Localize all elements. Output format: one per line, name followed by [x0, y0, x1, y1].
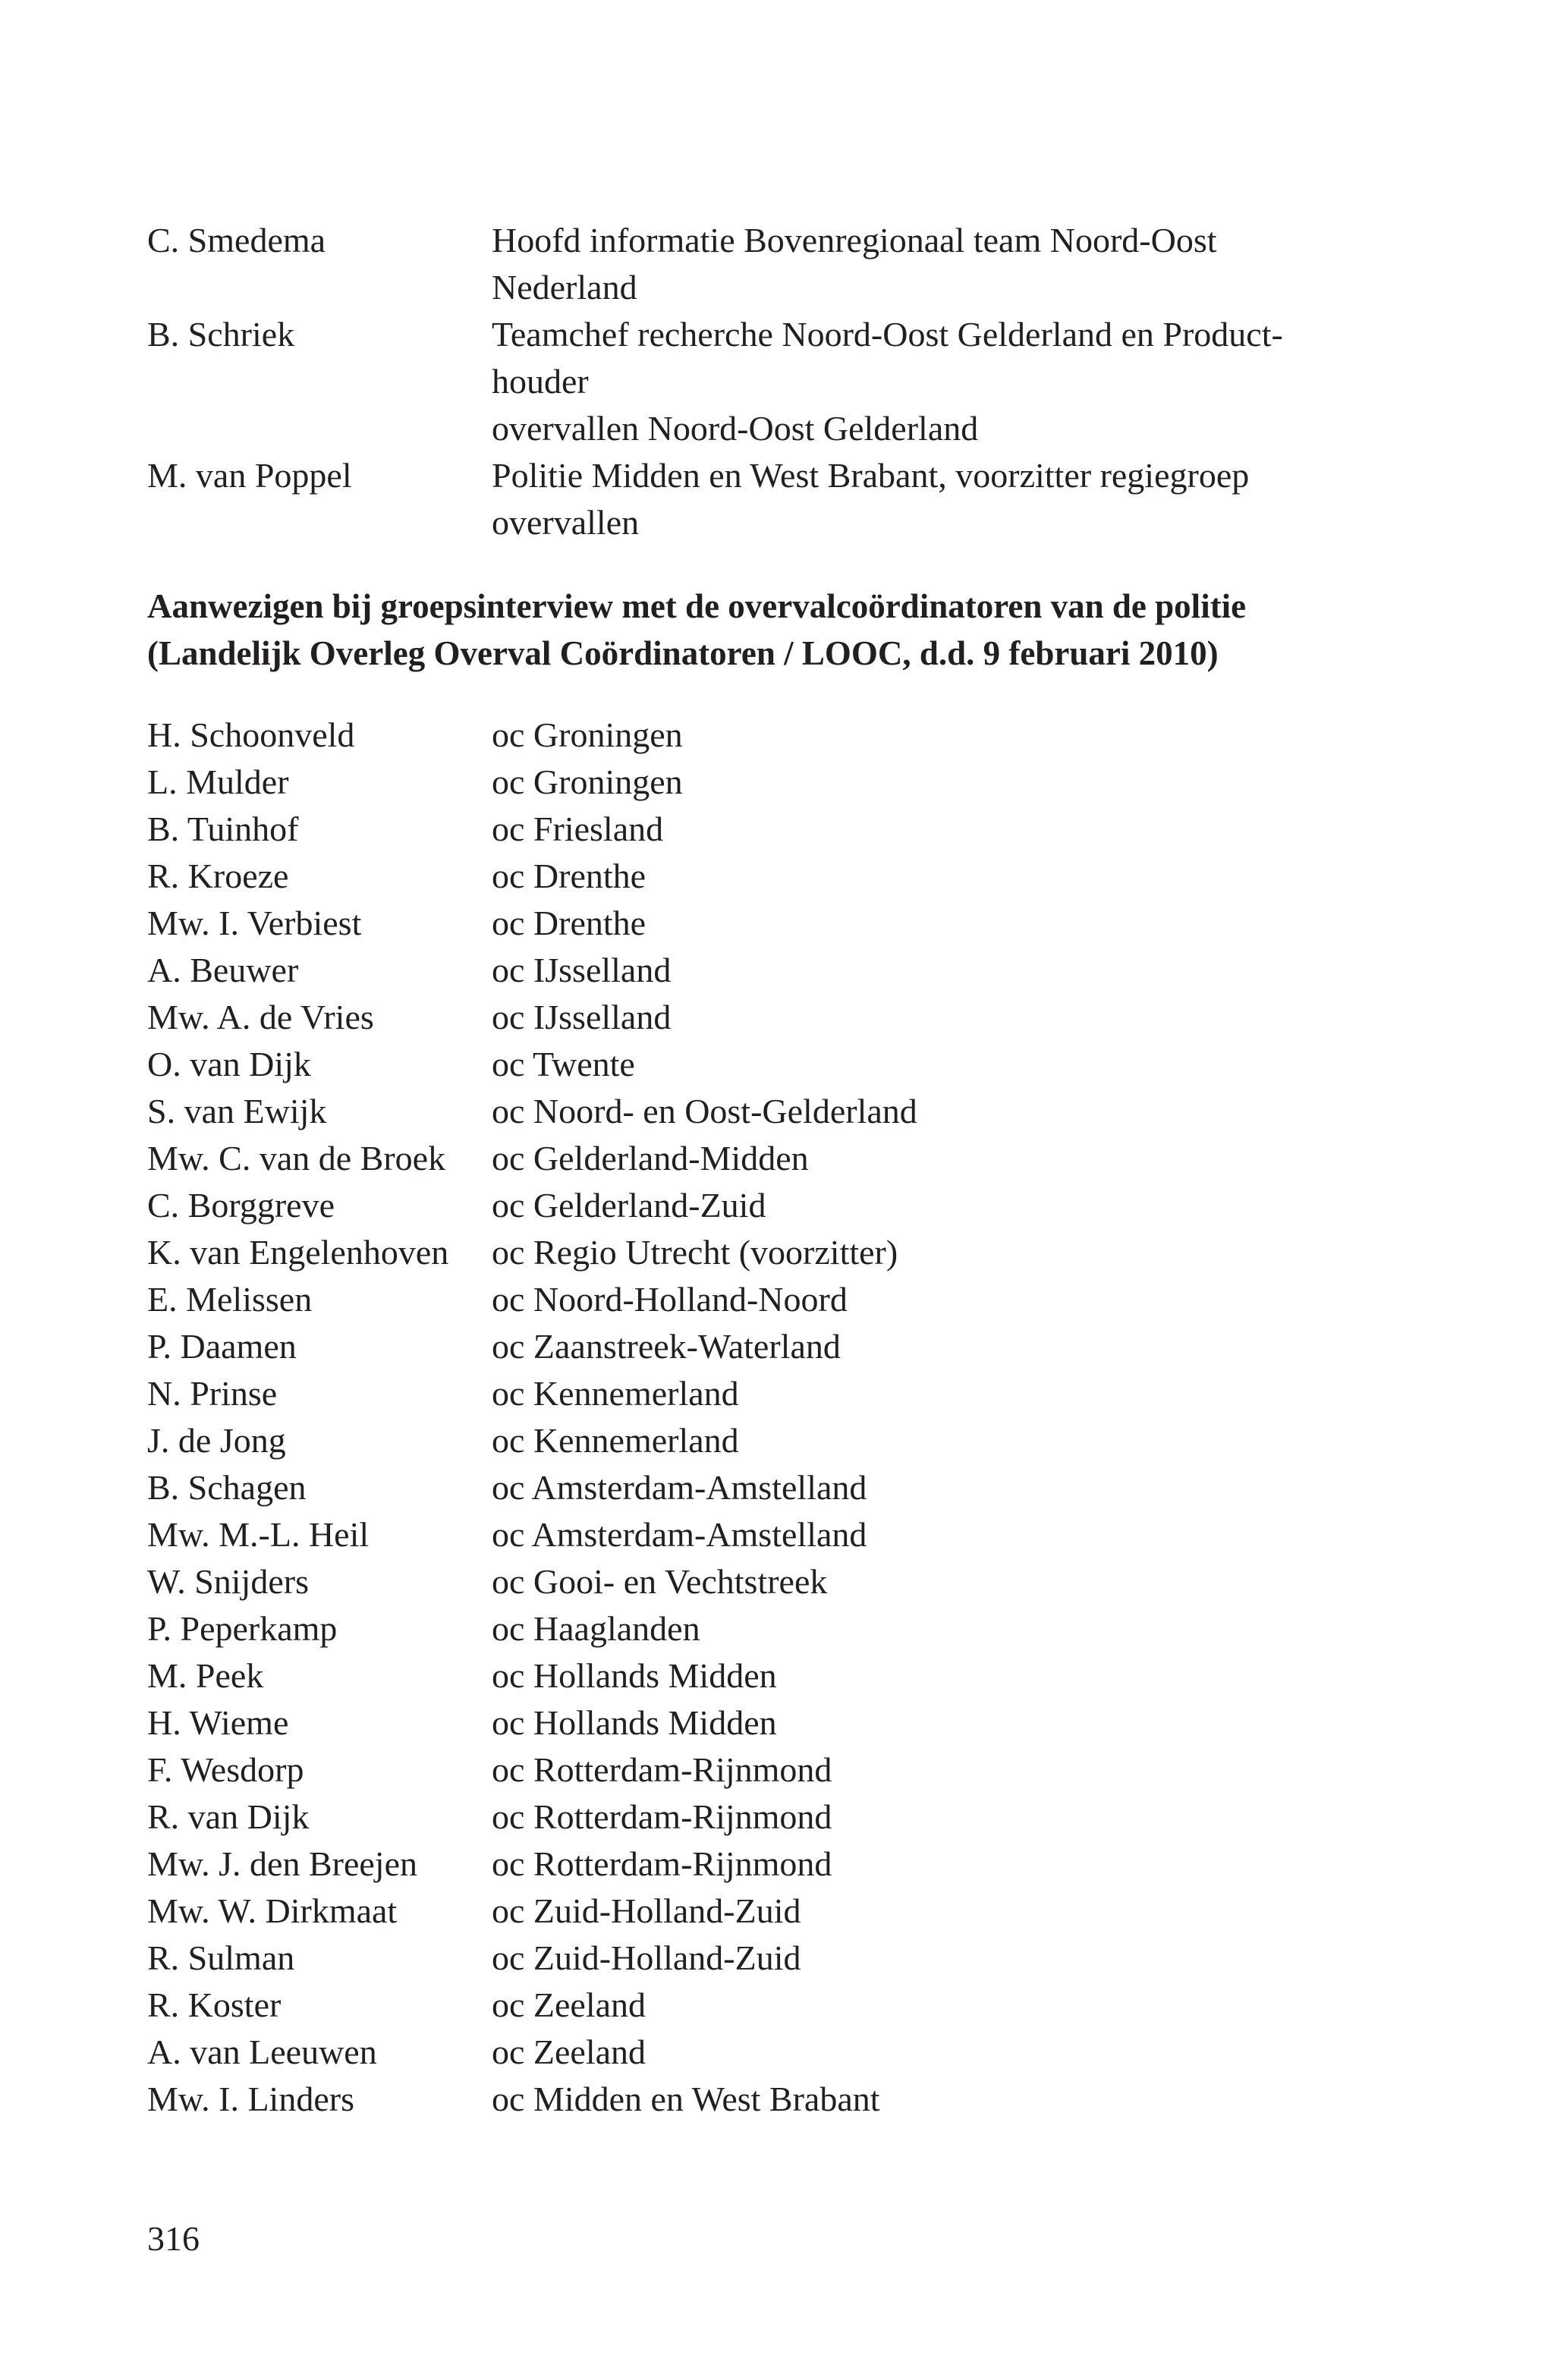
attendee-row	[147, 853, 1346, 900]
document-body	[147, 217, 1346, 2123]
attendee-region: oc Regio Utrecht (voorzitter)	[492, 1233, 898, 1272]
attendee-name: R. Kroeze	[147, 857, 289, 895]
attendee-row	[147, 1370, 1346, 1417]
section-heading	[147, 583, 1346, 677]
attendee-row	[147, 1746, 1346, 1794]
attendee-region: oc Zuid-Holland-Zuid	[492, 1938, 801, 1977]
attendee-name: H. Wieme	[147, 1703, 289, 1742]
attendee-row	[147, 1464, 1346, 1511]
attendee-row	[147, 1323, 1346, 1370]
attendee-row	[147, 900, 1346, 947]
attendee-row	[147, 1982, 1346, 2029]
attendee-region: oc Zaanstreek-Waterland	[492, 1327, 841, 1366]
staff-entry	[147, 452, 1346, 546]
attendee-region: oc Noord- en Oost-Gelderland	[492, 1092, 917, 1130]
attendee-row	[147, 1041, 1346, 1088]
attendee-name: A. Beuwer	[147, 951, 299, 989]
attendee-name: J. de Jong	[147, 1421, 286, 1460]
attendee-name: L. Mulder	[147, 762, 289, 801]
attendee-region: oc Amsterdam-Amstelland	[492, 1515, 867, 1554]
staff-function	[492, 452, 1346, 546]
attendee-row	[147, 2029, 1346, 2076]
attendee-row	[147, 759, 1346, 806]
attendee-name: S. van Ewijk	[147, 1092, 327, 1130]
attendee-name: M. Peek	[147, 1656, 264, 1695]
staff-function-line: Hoofd informatie Bovenregionaal team Noord-Oost	[492, 221, 1217, 259]
attendee-name: C. Borggreve	[147, 1186, 335, 1225]
attendee-row	[147, 1558, 1346, 1605]
section-heading-line: Aanwezigen bij groepsinterview met de overvalcoördinatoren van de politie	[147, 587, 1247, 625]
attendee-row	[147, 1605, 1346, 1652]
attendee-row	[147, 1229, 1346, 1276]
attendee-region: oc Gooi- en Vechtstreek	[492, 1562, 828, 1601]
attendee-name: Mw. W. Dirkmaat	[147, 1891, 398, 1930]
staff-name: B. Schriek	[147, 315, 295, 354]
attendee-region: oc Rotterdam-Rijnmond	[492, 1797, 832, 1836]
attendee-region: oc Twente	[492, 1045, 635, 1083]
attendee-list	[147, 712, 1346, 2123]
staff-name: C. Smedema	[147, 221, 326, 259]
staff-entry	[147, 311, 1346, 452]
attendee-name: F. Wesdorp	[147, 1750, 304, 1789]
staff-list	[147, 217, 1346, 546]
attendee-name: R. Koster	[147, 1985, 282, 2024]
attendee-row	[147, 1794, 1346, 1841]
attendee-name: R. van Dijk	[147, 1797, 310, 1836]
attendee-region: oc Gelderland-Zuid	[492, 1186, 766, 1225]
staff-function	[492, 311, 1346, 452]
attendee-name: B. Tuinhof	[147, 810, 299, 848]
attendee-name: A. van Leeuwen	[147, 2033, 377, 2071]
attendee-region: oc Kennemerland	[492, 1421, 739, 1460]
attendee-row	[147, 712, 1346, 759]
staff-function-line: overvallen	[492, 503, 640, 542]
attendee-name: P. Peperkamp	[147, 1609, 338, 1648]
staff-function	[492, 217, 1346, 311]
attendee-region: oc Gelderland-Midden	[492, 1139, 809, 1177]
attendee-region: oc Friesland	[492, 810, 664, 848]
staff-function-line: Politie Midden en West Brabant, voorzitter regiegroep	[492, 456, 1250, 495]
attendee-region: oc Rotterdam-Rijnmond	[492, 1750, 832, 1789]
staff-function-line: houder	[492, 362, 589, 401]
attendee-name: B. Schagen	[147, 1468, 307, 1507]
attendee-region: oc IJsselland	[492, 951, 672, 989]
attendee-name: K. van Engelenhoven	[147, 1233, 449, 1272]
attendee-row	[147, 1417, 1346, 1464]
attendee-row	[147, 994, 1346, 1041]
attendee-row	[147, 1182, 1346, 1229]
attendee-row	[147, 1841, 1346, 1888]
page-number: 316	[147, 2219, 200, 2258]
attendee-row	[147, 1699, 1346, 1746]
attendee-row	[147, 806, 1346, 853]
staff-entry	[147, 217, 1346, 311]
section-heading-line: (Landelijk Overleg Overval Coördinatoren / LOOC, d.d. 9 februari 2010)	[147, 634, 1219, 672]
attendee-region: oc IJsselland	[492, 998, 672, 1036]
attendee-region: oc Haaglanden	[492, 1609, 700, 1648]
attendee-row	[147, 1652, 1346, 1699]
attendee-name: N. Prinse	[147, 1374, 278, 1413]
staff-name: M. van Poppel	[147, 456, 352, 495]
attendee-name: E. Melissen	[147, 1280, 313, 1319]
attendee-row	[147, 947, 1346, 994]
attendee-name: Mw. J. den Breejen	[147, 1844, 417, 1883]
attendee-region: oc Drenthe	[492, 857, 646, 895]
staff-function-line: Nederland	[492, 268, 637, 307]
attendee-region: oc Groningen	[492, 762, 683, 801]
attendee-row	[147, 1511, 1346, 1558]
attendee-region: oc Zeeland	[492, 2033, 646, 2071]
attendee-name: Mw. I. Linders	[147, 2080, 354, 2118]
attendee-region: oc Zeeland	[492, 1985, 646, 2024]
attendee-name: Mw. A. de Vries	[147, 998, 374, 1036]
attendee-name: O. van Dijk	[147, 1045, 311, 1083]
attendee-region: oc Groningen	[492, 715, 683, 754]
attendee-row	[147, 1088, 1346, 1135]
attendee-name: R. Sulman	[147, 1938, 295, 1977]
attendee-row	[147, 1135, 1346, 1182]
attendee-name: Mw. I. Verbiest	[147, 904, 362, 942]
attendee-name: Mw. M.-L. Heil	[147, 1515, 370, 1554]
attendee-region: oc Kennemerland	[492, 1374, 739, 1413]
attendee-name: P. Daamen	[147, 1327, 297, 1366]
attendee-region: oc Midden en West Brabant	[492, 2080, 880, 2118]
attendee-row	[147, 1276, 1346, 1323]
staff-function-line: overvallen Noord-Oost Gelderland	[492, 409, 979, 448]
staff-function-line: Teamchef recherche Noord-Oost Gelderland en Product-	[492, 315, 1283, 354]
attendee-region: oc Hollands Midden	[492, 1656, 777, 1695]
attendee-region: oc Amsterdam-Amstelland	[492, 1468, 867, 1507]
attendee-row	[147, 1935, 1346, 1982]
attendee-region: oc Noord-Holland-Noord	[492, 1280, 848, 1319]
attendee-region: oc Rotterdam-Rijnmond	[492, 1844, 832, 1883]
attendee-name: Mw. C. van de Broek	[147, 1139, 446, 1177]
attendee-region: oc Drenthe	[492, 904, 646, 942]
attendee-row	[147, 2076, 1346, 2123]
attendee-row	[147, 1888, 1346, 1935]
attendee-region: oc Hollands Midden	[492, 1703, 777, 1742]
attendee-name: H. Schoonveld	[147, 715, 355, 754]
attendee-region: oc Zuid-Holland-Zuid	[492, 1891, 801, 1930]
attendee-name: W. Snijders	[147, 1562, 309, 1601]
